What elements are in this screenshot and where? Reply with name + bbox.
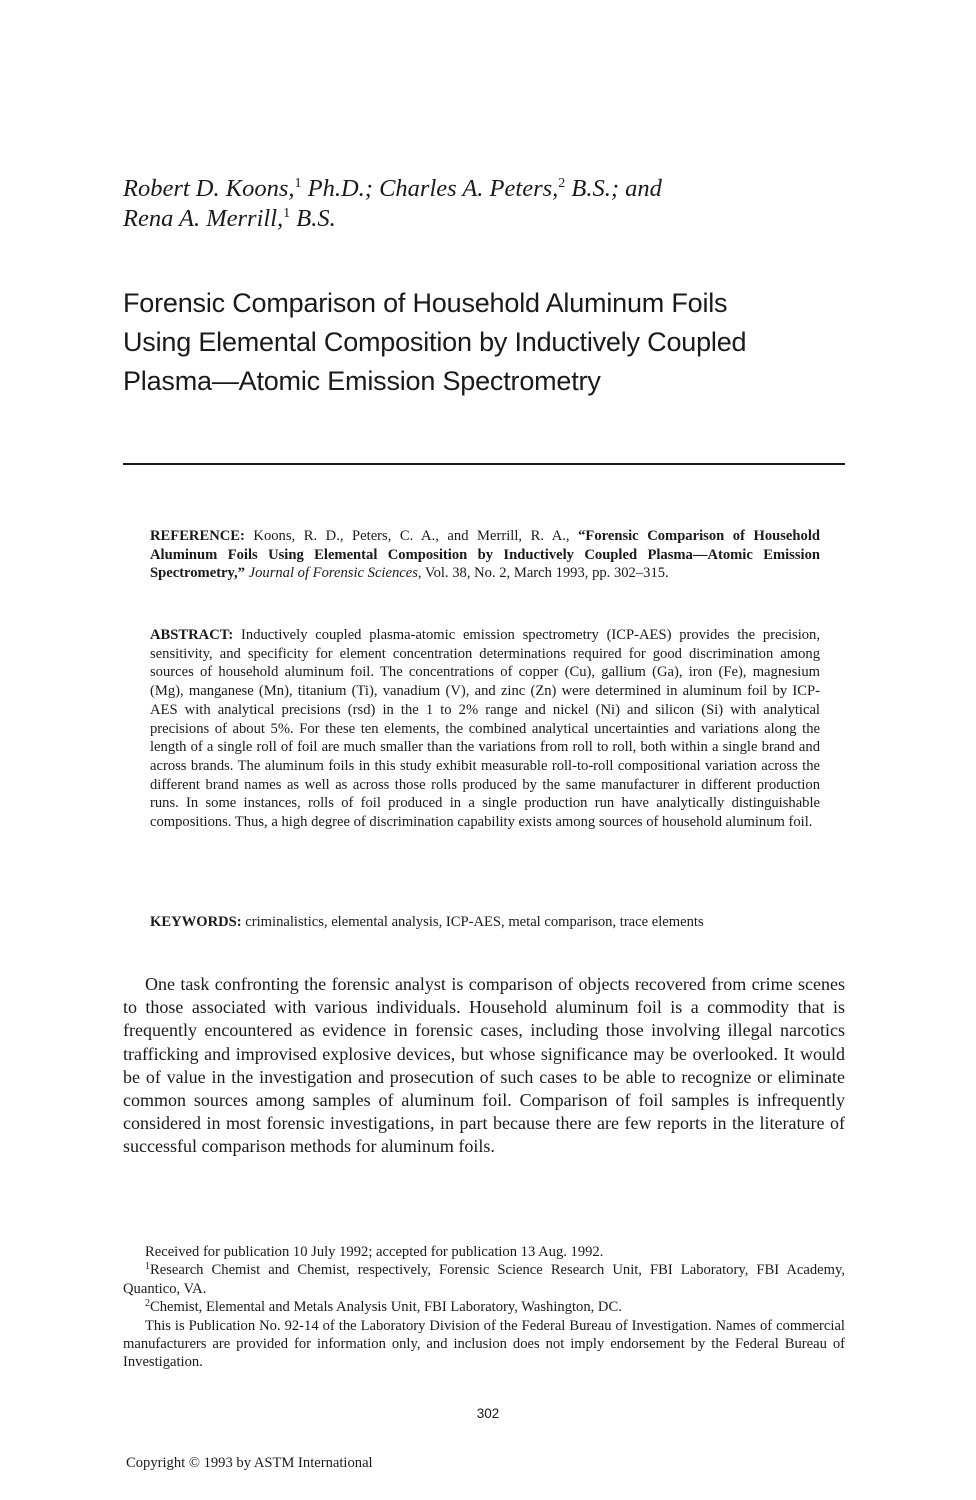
- footnotes: [123, 1243, 845, 1372]
- title-divider: [123, 463, 845, 465]
- keywords: [150, 913, 820, 932]
- keywords-label: KEYWORDS:: [150, 914, 242, 930]
- affiliation-mark: 2: [558, 176, 566, 191]
- author-koons: Robert D. Koons,: [123, 175, 295, 202]
- body-paragraph: One task confronting the forensic analyst is comparison of objects recovered from crime scenes to those associated with various individuals. Household aluminum foil is a commodity that is frequently encountered as evidence in forensic cases, including those involving illegal narcotics trafficking and improvised explosive devices, but whose significance may be overlooked. It would be of value in the investigation and prosecution of such cases to be able to recognize or eliminate common sources among samples of aluminum foil. Comparison of foil samples is infrequently considered in most forensic investigations, in part because there are few reports in the literature of successful comparison methods for aluminum foils.: [123, 974, 845, 1157]
- copyright-notice: Copyright © 1993 by ASTM International: [126, 1455, 373, 1471]
- affiliation-mark: 1: [294, 176, 302, 191]
- footnote-2-text: Chemist, Elemental and Metals Analysis Unit, FBI Laboratory, Washington, DC.: [150, 1299, 622, 1316]
- paper-title: [123, 284, 863, 401]
- received-note: Received for publication 10 July 1992; accepted for publication 13 Aug. 1992.: [145, 1244, 604, 1260]
- abstract-label: ABSTRACT:: [150, 627, 234, 643]
- author-list: [123, 174, 843, 234]
- abstract-text: Inductively coupled plasma-atomic emission spectrometry (ICP-AES) provides the precision, sensitivity, and specificity for element concentration determinations required for good discrimination among sources of household aluminum foil. The concentrations of copper (Cu), gallium (Ga), iron (Fe), magnesium (Mg), manganese (Mn), titanium (Ti), vanadium (V), and zinc (Zn) were determined in aluminum foil by ICP-AES with analytical precisions (rsd) in the 1 to 2% range and nickel (Ni) and silicon (Si) with analytical precisions of about 5%. For these ten elements, the combined analytical uncertainties and variations along the length of a single roll of foil are much smaller than the variations from roll to roll, both within a single brand and across brands. The aluminum foils in this study exhibit measurable roll-to-roll compositional variation across the different brand names as well as across those rolls produced by the same manufacturer in different production runs. In some instances, rolls of foil produced in a single production run have analytically distinguishable compositions. Thus, a high degree of discrimination capability exists among sources of household aluminum foil.: [150, 627, 820, 831]
- reference-details: , Vol. 38, No. 2, March 1993, pp. 302–315.: [417, 565, 669, 582]
- author-peters: Ph.D.; Charles A. Peters,: [301, 175, 559, 202]
- author-line-1: [123, 174, 843, 204]
- author-merrill: Rena A. Merrill,: [123, 205, 284, 232]
- footnote-1-text: Research Chemist and Chemist, respectively, Forensic Science Research Unit, FBI Laboratory, FBI Academy, Quantico, VA.: [123, 1262, 845, 1297]
- footnote-2: [123, 1298, 845, 1316]
- abstract: [150, 626, 820, 832]
- author-line-2: [123, 204, 843, 234]
- author-degree: B.S.: [290, 205, 336, 232]
- reference-label: REFERENCE:: [150, 528, 245, 544]
- affiliation-mark: 1: [283, 206, 291, 221]
- reference-journal: Journal of Forensic Sciences: [244, 565, 418, 582]
- publication-note: This is Publication No. 92-14 of the Laboratory Division of the Federal Bureau of Investigation. Names of commercial manufacturers are provided for information only, and inclusion does not imply endorsement by the Federal Bureau of Investigation.: [123, 1317, 845, 1371]
- title-line-3: Plasma—Atomic Emission Spectrometry: [123, 366, 601, 396]
- reference-title: “Forensic Comparison of Household Aluminum Foils Using Elemental Composition by Inductively Coupled Plasma—Atomic Emission Spectrometry,”: [150, 528, 820, 582]
- title-line-2: Using Elemental Composition by Inductively Coupled: [123, 327, 747, 357]
- keywords-text: criminalistics, elemental analysis, ICP-AES, metal comparison, trace elements: [241, 914, 704, 930]
- footnote-mark: 1: [145, 1261, 150, 1273]
- author-conjunction: B.S.; and: [565, 175, 662, 202]
- reference-authors: Koons, R. D., Peters, C. A., and Merrill, R. A.,: [244, 528, 579, 544]
- title-line-1: Forensic Comparison of Household Aluminum Foils: [123, 288, 728, 318]
- footnote-mark: 2: [145, 1298, 150, 1310]
- reference-citation: [150, 527, 820, 583]
- page-number: 302: [476, 1406, 500, 1421]
- footnote-1: [123, 1261, 845, 1298]
